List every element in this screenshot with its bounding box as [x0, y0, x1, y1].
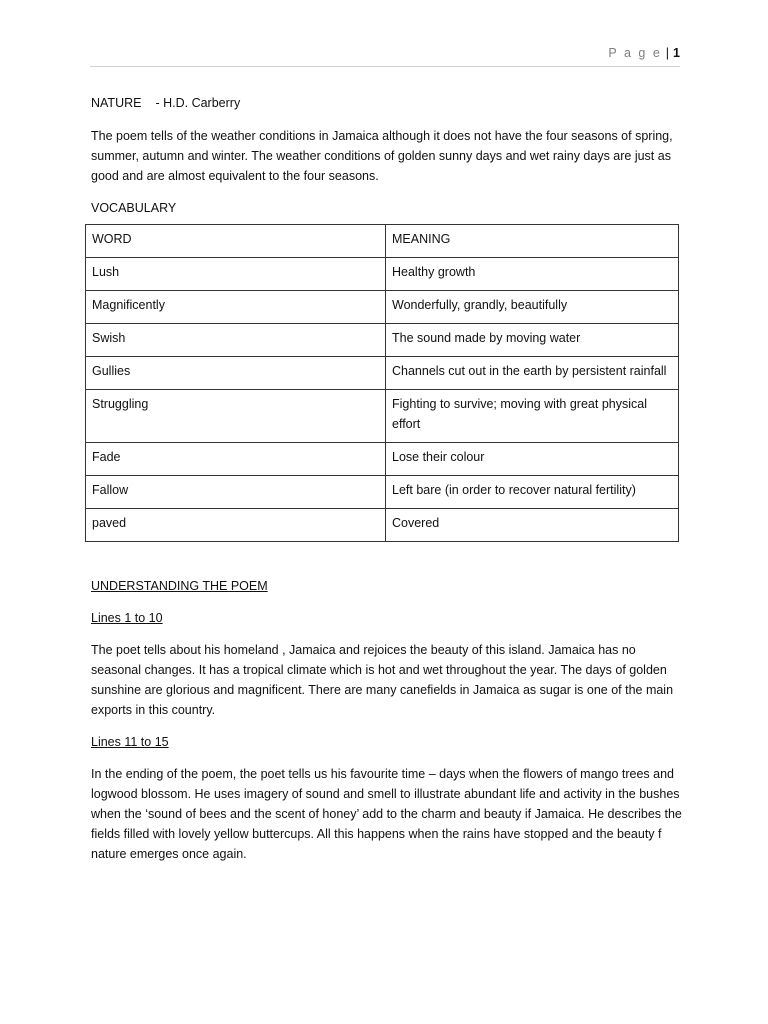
word-cell: Swish	[86, 324, 386, 357]
table-header-row	[86, 225, 679, 258]
table-row	[86, 390, 679, 443]
poem-topic: NATURE	[91, 96, 142, 110]
poem-author: - H.D. Carberry	[155, 96, 241, 110]
section-text-lines-1-10: The poet tells about his homeland , Jamaica and rejoices the beauty of this island. Jamaica has no seasonal changes. It has a tropical climate which is hot and wet throughout the year. The days of golden sunshine are glorious and magnificent. There are many canefields in Jamaica as sugar is one of the main exports in this country.	[91, 643, 674, 717]
meaning-cell: Channels cut out in the earth by persistent rainfall	[386, 357, 679, 390]
table-row	[86, 443, 679, 476]
meaning-cell: Fighting to survive; moving with great physical effort	[386, 390, 679, 443]
page-separator: |	[665, 46, 670, 60]
meaning-cell: Healthy growth	[386, 258, 679, 291]
meaning-cell: Lose their colour	[386, 443, 679, 476]
word-cell: Fade	[86, 443, 386, 476]
vocabulary-heading: VOCABULARY	[91, 201, 177, 215]
meaning-cell: Left bare (in order to recover natural fertility)	[386, 476, 679, 509]
table-row	[86, 291, 679, 324]
table-row	[86, 357, 679, 390]
word-cell: Fallow	[86, 476, 386, 509]
column-header-word: WORD	[86, 225, 386, 258]
document-body	[91, 93, 685, 876]
table-row	[86, 476, 679, 509]
column-header-meaning: MEANING	[386, 225, 679, 258]
word-cell: Struggling	[86, 390, 386, 443]
page-label: P a g e	[608, 46, 662, 60]
table-row	[86, 324, 679, 357]
page-header	[90, 46, 680, 67]
understanding-heading: UNDERSTANDING THE POEM	[91, 579, 268, 593]
vocabulary-table	[85, 224, 679, 542]
meaning-cell: Covered	[386, 509, 679, 542]
intro-paragraph: The poem tells of the weather conditions in Jamaica although it does not have the four seasons of spring, summer, autumn and winter. The weather conditions of golden sunny days and wet rainy days are just as good and are almost equivalent to the four seasons.	[91, 129, 673, 183]
section-text-lines-11-15: In the ending of the poem, the poet tells us his favourite time – days when the flowers of mango trees and logwood blossom. He uses imagery of sound and smell to illustrate abundant life and activity in the bushes when the ‘sound of bees and the scent of honey’ add to the charm and beauty if Jamaica. He describes the fields filled with lovely yellow buttercups. All this happens when the rains have stopped and the beauty f nature emerges once again.	[91, 767, 682, 861]
poem-title	[91, 93, 685, 113]
section-heading-lines-11-15: Lines 11 to 15	[91, 735, 169, 749]
word-cell: Lush	[86, 258, 386, 291]
page-number: 1	[673, 46, 680, 60]
word-cell: paved	[86, 509, 386, 542]
section-heading-lines-1-10: Lines 1 to 10	[91, 611, 163, 625]
meaning-cell: The sound made by moving water	[386, 324, 679, 357]
word-cell: Magnificently	[86, 291, 386, 324]
table-row	[86, 258, 679, 291]
meaning-cell: Wonderfully, grandly, beautifully	[386, 291, 679, 324]
word-cell: Gullies	[86, 357, 386, 390]
table-row	[86, 509, 679, 542]
